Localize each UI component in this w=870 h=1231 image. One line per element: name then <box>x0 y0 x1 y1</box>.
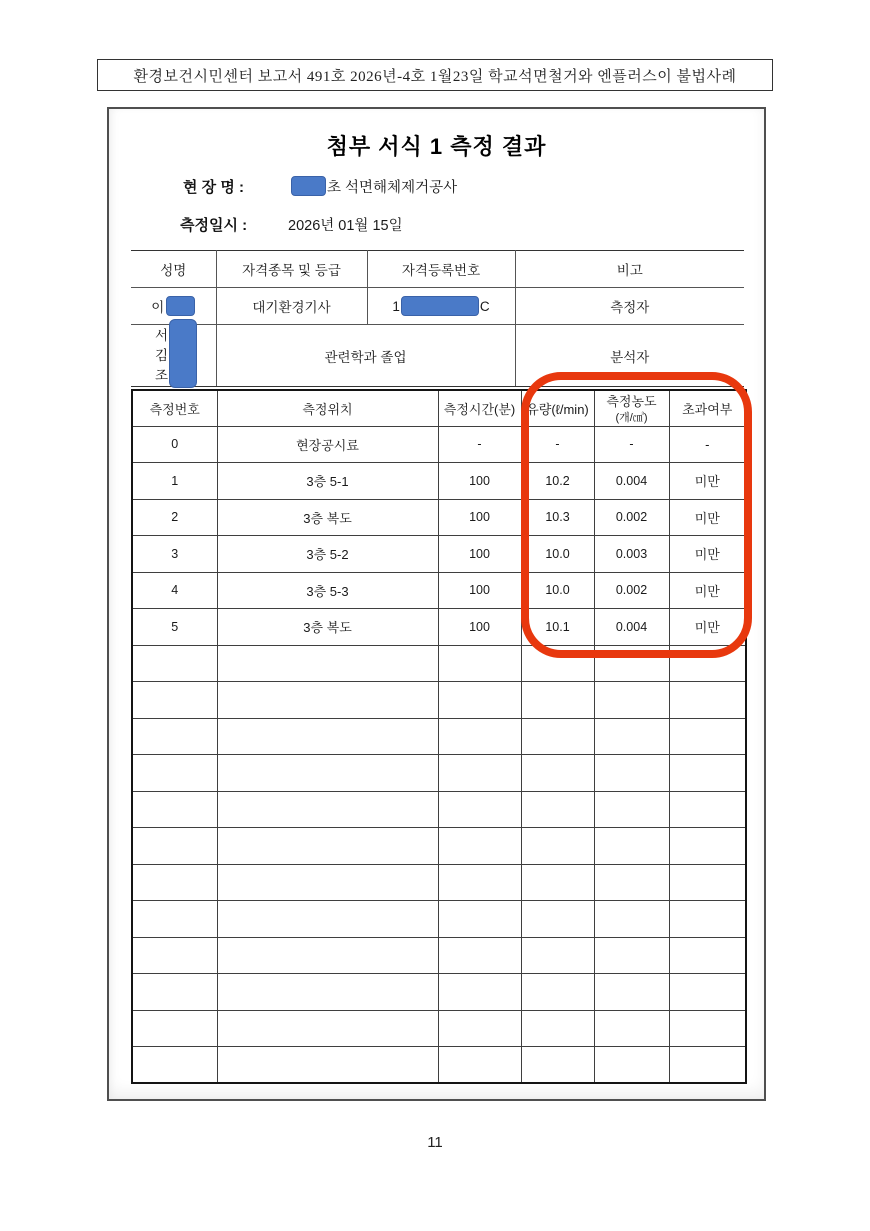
empty-cell <box>594 1010 669 1047</box>
empty-cell <box>217 755 438 792</box>
empty-cell <box>132 864 217 901</box>
regno-suffix: C <box>479 298 490 314</box>
empty-cell <box>438 974 521 1011</box>
empty-cell <box>217 1047 438 1084</box>
empty-cell <box>594 682 669 719</box>
personnel-row-measurer <box>131 288 744 325</box>
empty-cell <box>594 864 669 901</box>
personnel-table <box>131 250 744 387</box>
site-name-label: 현 장 명 : <box>183 178 244 196</box>
concentration-unit: (개/㎤) <box>615 412 648 425</box>
measurement-empty-row <box>132 828 746 865</box>
empty-cell <box>132 828 217 865</box>
analyst-qualification: 관련학과 졸업 <box>216 325 515 387</box>
measurement-row-3: 3 3층 5-2 100 10.0 0.003 미만 <box>132 536 746 573</box>
empty-cell <box>132 718 217 755</box>
measurement-empty-row <box>132 864 746 901</box>
measurement-row-5: 5 3층 복도 100 10.1 0.004 미만 <box>132 609 746 646</box>
empty-cell <box>132 645 217 682</box>
empty-cell <box>669 755 746 792</box>
empty-cell <box>669 828 746 865</box>
empty-cell <box>217 864 438 901</box>
site-name-text: 초 석면해체제거공사 <box>327 179 458 196</box>
empty-cell <box>594 755 669 792</box>
analyst-role: 분석자 <box>515 325 744 387</box>
empty-cell <box>132 937 217 974</box>
empty-cell <box>521 864 594 901</box>
field-measure-date <box>180 213 403 235</box>
empty-cell <box>438 864 521 901</box>
empty-cell <box>438 791 521 828</box>
empty-cell <box>594 937 669 974</box>
empty-cell <box>669 791 746 828</box>
empty-cell <box>521 755 594 792</box>
report-header-banner <box>97 59 773 91</box>
personnel-header-regno: 자격등록번호 <box>367 251 515 288</box>
report-header-text: 환경보건시민센터 보고서 491호 2026년-4호 1월23일 학교석면철거와 엔플러스이 불법사례 <box>133 68 737 85</box>
empty-cell <box>594 974 669 1011</box>
measurement-empty-row <box>132 1010 746 1047</box>
empty-cell <box>438 1047 521 1084</box>
empty-cell <box>521 791 594 828</box>
measurement-empty-row <box>132 682 746 719</box>
empty-cell <box>521 1010 594 1047</box>
measurer-name-text: 이 <box>151 300 165 315</box>
measurement-empty-row <box>132 901 746 938</box>
col-header-exceed: 초과여부 <box>669 390 746 426</box>
personnel-header-qualification: 자격종목 및 등급 <box>216 251 367 288</box>
measurer-role: 측정자 <box>515 288 744 325</box>
analyst-names-cell <box>131 325 216 387</box>
personnel-header-row <box>131 251 744 288</box>
analyst-name-3: 조 <box>155 367 169 383</box>
empty-cell <box>438 901 521 938</box>
empty-cell <box>521 645 594 682</box>
empty-cell <box>669 974 746 1011</box>
empty-cell <box>521 901 594 938</box>
empty-cell <box>594 901 669 938</box>
analyst-name-1: 서 <box>155 327 169 343</box>
empty-cell <box>132 1010 217 1047</box>
empty-cell <box>594 718 669 755</box>
empty-cell <box>217 901 438 938</box>
personnel-header-note: 비고 <box>515 251 744 288</box>
empty-cell <box>594 791 669 828</box>
empty-cell <box>669 645 746 682</box>
measurement-header-row <box>132 390 746 426</box>
empty-cell <box>132 791 217 828</box>
empty-cell <box>132 755 217 792</box>
empty-cell <box>669 682 746 719</box>
site-name-value <box>291 176 457 197</box>
redaction-box-analyst-names <box>169 319 197 388</box>
empty-cell <box>132 1047 217 1084</box>
measurer-regno-cell <box>367 288 515 325</box>
redaction-box-site <box>291 176 326 196</box>
empty-cell <box>521 1047 594 1084</box>
empty-cell <box>217 828 438 865</box>
page-number: 11 <box>427 1134 443 1151</box>
document-page <box>107 107 766 1101</box>
redaction-box-measurer-name <box>166 296 195 316</box>
col-header-time: 측정시간(분) <box>438 390 521 426</box>
empty-cell <box>438 828 521 865</box>
col-header-location: 측정위치 <box>217 390 438 426</box>
col-header-flow: 유량(ℓ/min) <box>521 390 594 426</box>
empty-cell <box>521 682 594 719</box>
empty-cell <box>669 901 746 938</box>
redaction-box-regno <box>401 296 479 316</box>
measurement-empty-row <box>132 974 746 1011</box>
measurement-empty-row <box>132 1047 746 1084</box>
measurer-qualification: 대기환경기사 <box>216 288 367 325</box>
measure-date-value: 2026년 01월 15일 <box>288 217 403 234</box>
empty-cell <box>669 1010 746 1047</box>
empty-cell <box>594 645 669 682</box>
empty-cell <box>438 1010 521 1047</box>
personnel-row-analyst <box>131 325 744 387</box>
empty-cell <box>521 974 594 1011</box>
empty-cell <box>217 718 438 755</box>
col-header-concentration: 측정농도 (개/㎤) <box>594 390 669 426</box>
measurement-table <box>131 389 747 1084</box>
measurement-empty-row <box>132 791 746 828</box>
empty-cell <box>438 718 521 755</box>
analyst-name-2: 김 <box>155 347 169 363</box>
empty-cell <box>521 937 594 974</box>
empty-cell <box>669 937 746 974</box>
empty-cell <box>669 718 746 755</box>
measurement-empty-row <box>132 937 746 974</box>
measurement-empty-row <box>132 755 746 792</box>
empty-cell <box>217 1010 438 1047</box>
measurement-row-1: 1 3층 5-1 100 10.2 0.004 미만 <box>132 463 746 500</box>
empty-cell <box>438 645 521 682</box>
measurement-row-4: 4 3층 5-3 100 10.0 0.002 미만 <box>132 572 746 609</box>
field-site-name <box>183 175 457 197</box>
measurement-row-2: 2 3층 복도 100 10.3 0.002 미만 <box>132 499 746 536</box>
empty-cell <box>217 937 438 974</box>
empty-cell <box>594 1047 669 1084</box>
empty-cell <box>132 974 217 1011</box>
regno-prefix: 1 <box>392 298 400 314</box>
personnel-header-name: 성명 <box>131 251 216 288</box>
measurement-empty-row <box>132 718 746 755</box>
document-title: 첨부 서식 1 측정 결과 <box>326 134 547 159</box>
empty-cell <box>217 791 438 828</box>
empty-cell <box>594 828 669 865</box>
empty-cell <box>217 974 438 1011</box>
empty-cell <box>438 755 521 792</box>
empty-cell <box>669 864 746 901</box>
empty-cell <box>438 937 521 974</box>
empty-cell <box>132 682 217 719</box>
empty-cell <box>669 1047 746 1084</box>
col-header-no: 측정번호 <box>132 390 217 426</box>
measurement-empty-row <box>132 645 746 682</box>
empty-cell <box>132 901 217 938</box>
empty-cell <box>217 645 438 682</box>
empty-cell <box>438 682 521 719</box>
measure-date-label: 측정일시 : <box>180 216 248 234</box>
empty-cell <box>217 682 438 719</box>
empty-cell <box>521 828 594 865</box>
empty-cell <box>521 718 594 755</box>
measurement-row-0: 0 현장공시료 - - - - <box>132 426 746 463</box>
